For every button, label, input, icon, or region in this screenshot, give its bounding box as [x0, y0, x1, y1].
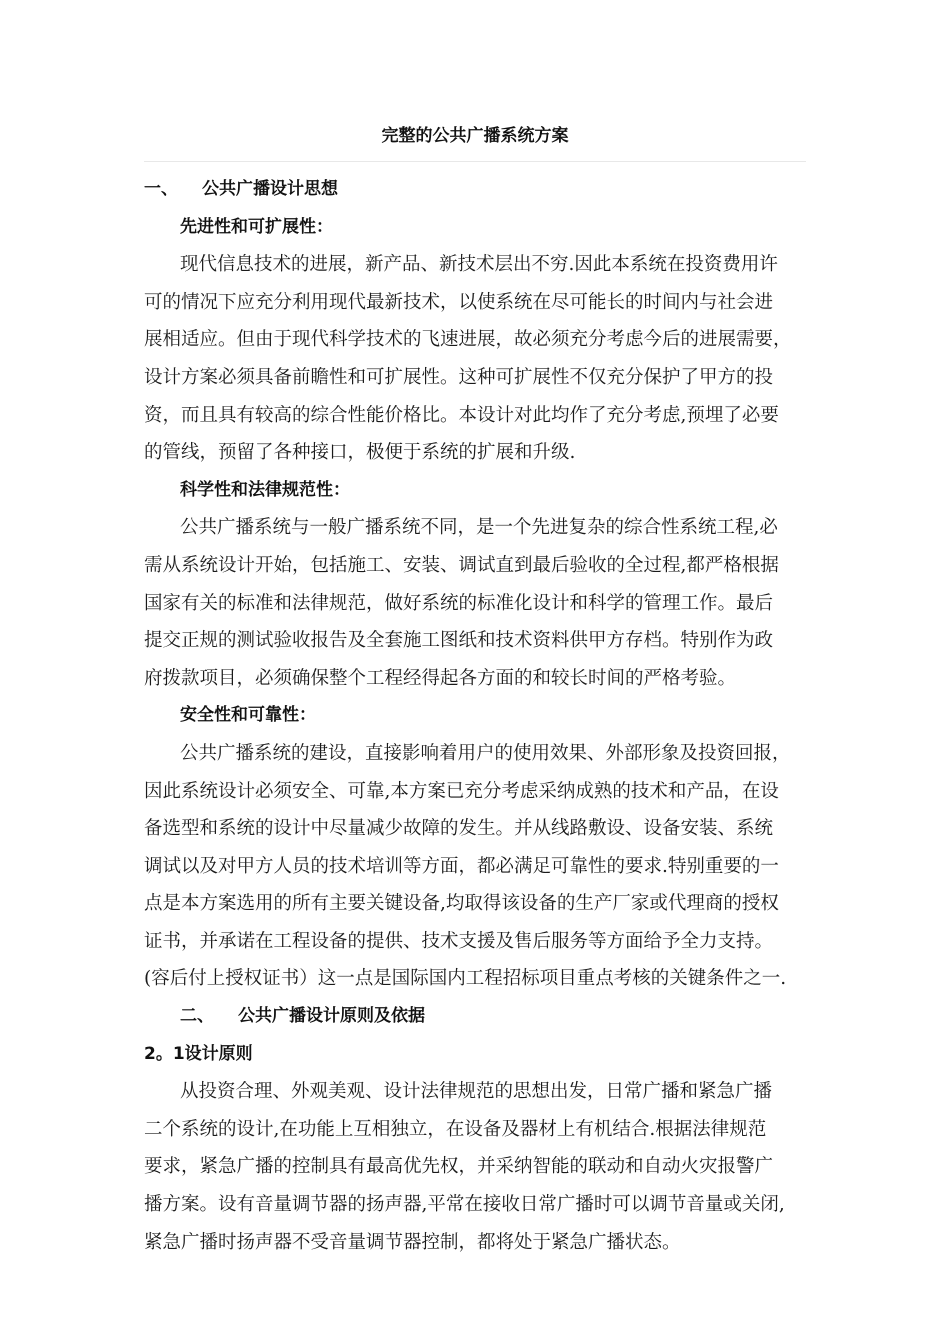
paragraph-line: 调试以及对甲方人员的技术培训等方面，都必满足可靠性的要求.特别重要的一: [144, 855, 779, 877]
paragraph-line: 国家有关的标准和法律规范，做好系统的标准化设计和科学的管理工作。最后: [144, 592, 774, 614]
paragraph-line: 从投资合理、外观美观、设计法律规范的思想出发，日常广播和紧急广播: [180, 1081, 773, 1103]
paragraph-line: 公共广播系统与一般广播系统不同，是一个先进复杂的综合性系统工程,必: [180, 517, 778, 539]
paragraph-line: (容后付上授权证书）这一点是国际国内工程招标项目重点考核的关键条件之一.: [144, 968, 787, 990]
paragraph-line: 要求，紧急广播的控制具有最高优先权，并采纳智能的联动和自动火灾报警广: [144, 1156, 774, 1178]
paragraph-line: 公共广播系统的建设，直接影响着用户的使用效果、外部形象及投资回报，: [180, 742, 791, 764]
section-2-heading: [144, 998, 810, 1036]
subsection-heading-scientific: 科学性和法律规范性：: [180, 479, 350, 500]
document-title: 完整的公共广播系统方案: [381, 126, 569, 146]
section-2-number: 二、: [180, 1006, 214, 1027]
paragraph-line: 的管线，预留了各种接口，极便于系统的扩展和升级.: [144, 442, 576, 464]
paragraph-line: 紧急广播时扬声器不受音量调节器控制，都将处于紧急广播状态。: [144, 1231, 681, 1253]
document-body: [144, 171, 810, 1261]
paragraph-line: 因此系统设计必须安全、可靠,本方案已充分考虑采纳成熟的技术和产品，在设: [144, 780, 779, 802]
paragraph-line: 播方案。设有音量调节器的扬声器,平常在接收日常广播时可以调节音量或关闭,: [144, 1194, 785, 1216]
subsection-heading-advanced: 先进性和可扩展性：: [180, 216, 333, 237]
title-divider: [144, 161, 806, 162]
paragraph-line: 二个系统的设计,在功能上互相独立，在设备及器材上有机结合.根据法律规范: [144, 1118, 767, 1140]
paragraph-line: 证书，并承诺在工程设备的提供、技术支援及售后服务等方面给予全力支持。: [144, 930, 774, 952]
paragraph-line: 点是本方案选用的所有主要关键设备,均取得该设备的生产厂家或代理商的授权: [144, 893, 779, 915]
subsection-heading-safety: 安全性和可靠性：: [180, 705, 316, 726]
paragraph-line: 设计方案必须具备前瞻性和可扩展性。这种可扩展性不仅充分保护了甲方的投: [144, 366, 774, 388]
paragraph-line: 提交正规的测试验收报告及全套施工图纸和技术资料供甲方存档。特别作为政: [144, 630, 774, 652]
subsection-heading-design-principles: 2。1设计原则: [144, 1043, 253, 1064]
paragraph-line: 现代信息技术的进展，新产品、新技术层出不穷.因此本系统在投资费用许: [180, 254, 778, 276]
section-1-heading: [144, 171, 810, 209]
section-1-title: 公共广播设计思想: [202, 179, 338, 199]
paragraph-line: 需从系统设计开始，包括施工、安装、调试直到最后验收的全过程,都严格根据: [144, 554, 779, 576]
paragraph-line: 展相适应。但由于现代科学技术的飞速进展，故必须充分考虑今后的进展需要，: [144, 329, 792, 351]
section-2-title: 公共广播设计原则及依据: [238, 1006, 425, 1027]
paragraph-line: 府拨款项目，必须确保整个工程经得起各方面的和较长时间的严格考验。: [144, 667, 737, 689]
paragraph-line: 备选型和系统的设计中尽量减少故障的发生。并从线路敷设、设备安装、系统: [144, 818, 774, 840]
section-1-number: 一、: [144, 179, 178, 199]
paragraph-line: 资，而且具有较高的综合性能价格比。本设计对此均作了充分考虑,预埋了必要: [144, 404, 779, 426]
paragraph-line: 可的情况下应充分利用现代最新技术，以使系统在尽可能长的时间内与社会进: [144, 291, 774, 313]
